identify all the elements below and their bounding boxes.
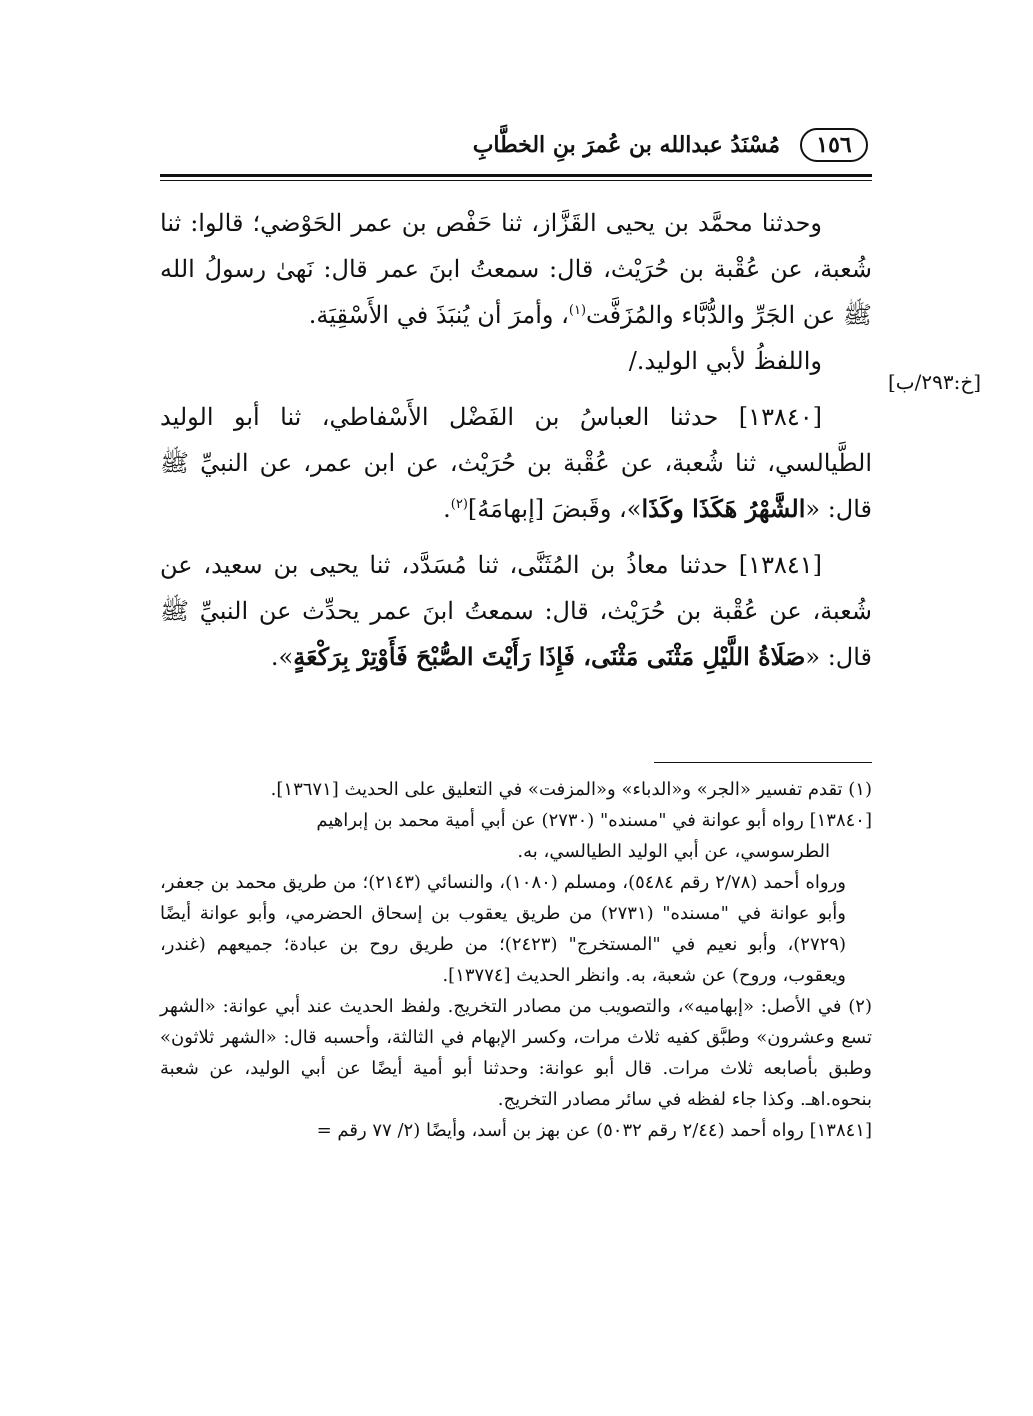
- paragraph-1-closing: واللفظُ لأبي الوليد./: [628, 347, 822, 375]
- hadith-13841: [160, 542, 872, 680]
- footnote-ref-2: (٢): [450, 497, 468, 512]
- hadith-13840-end: »، وقَبضَ [إبهامَهُ]: [467, 495, 642, 523]
- hadith-13840-isnad: [١٣٨٤٠] حدثنا العباسُ بن الفَضْل الأَسْفاطي، ثنا أبو الوليد الطَّيالسي، ثنا شُعبة، عن عُقْبة بن حُرَيْث، عن ابن عمر، عن النبيِّ ﷺ قال: «: [160, 403, 872, 523]
- running-title: مُسْنَدُ عبدالله بن عُمرَ بنِ الخطَّابِ: [472, 132, 780, 158]
- footnote-13840: [160, 805, 872, 991]
- footnote-13840-line1: [١٣٨٤٠] رواه أبو عوانة في "مسنده" (٢٧٣٠) عن أبي أمية محمد بن إبراهيم: [316, 810, 872, 831]
- footnote-13840-more: ورواه أحمد (٢/٧٨ رقم ٥٤٨٤)، ومسلم (١٠٨٠)، والنسائي (٢١٤٣)؛ من طريق محمد بن جعفر، وأبو عوانة في "مسنده" (٢٧٣١) من طريق يعقوب بن إسحاق الحضرمي، وأبو عوانة أيضًا (٢٧٢٩)، وأبو نعيم في "المستخرج" (٢٤٢٣)؛ من طريق روح بن عبادة؛ جميعهم (غندر، ويعقوب، وروح) عن شعبة، به. وانظر الحديث [١٣٧٧٤].: [160, 872, 846, 986]
- footnote-1: (١) تقدم تفسير «الجر» و«الدباء» و«المزفت» في التعليق على الحديث [١٣٦٧١].: [270, 779, 872, 800]
- paragraph-1-text: وحدثنا محمَّد بن يحيى القَزَّاز، ثنا حَفْص بن عمر الحَوْضي؛ قالوا: ثنا شُعبة، عن عُقْبة بن حُرَيْث، قال: سمعتُ ابنَ عمر قال: نَهىٰ رسولُ الله ﷺ عن الجَرِّ والدُّبَّاء والمُزَفَّت: [160, 209, 872, 329]
- paragraph-1: [160, 200, 872, 338]
- hadith-13841-end: ».: [270, 643, 294, 671]
- hadith-13840-matn: الشَّهْرُ هَكَذَا وكَذَا: [641, 494, 806, 523]
- page-number: ١٥٦: [800, 128, 868, 162]
- hadith-13841-matn: صَلَاةُ اللَّيْلِ مَثْنَى مَثْنَى، فَإِذَا رَأَيْتَ الصُّبْحَ فَأَوْتِرْ بِرَكْعَةٍ: [293, 642, 806, 671]
- footnote-13840-line2: الطرسوسي، عن أبي الوليد الطيالسي، به.: [517, 841, 830, 862]
- hadith-13840-dot: .: [443, 495, 451, 523]
- footnote-separator: [654, 762, 872, 763]
- hadith-13840: [160, 394, 872, 532]
- main-text: [160, 200, 872, 680]
- footnote-13841: [١٣٨٤١] رواه أحمد (٢/٤٤ رقم ٥٠٣٢) عن بهز بن أسد، وأيضًا (٢/ ٧٧ رقم =: [316, 1120, 872, 1141]
- footnotes: [160, 774, 872, 1146]
- header-rule-thick: [160, 174, 872, 177]
- footnote-ref-1: (١): [568, 303, 587, 318]
- manuscript-folio-note: [خ:٢٩٣/ب]: [888, 370, 982, 394]
- paragraph-1-end: ، وأمرَ أن يُنبَذَ في الأَسْقِيَة.: [308, 301, 569, 329]
- header-rule-thin: [160, 180, 872, 181]
- hadith-13841-isnad: [١٣٨٤١] حدثنا معاذُ بن المُثَنَّى، ثنا مُسَدَّد، ثنا يحيى بن سعيد، عن شُعبة، عن عُقْبة بن حُرَيْث، قال: سمعتُ ابنَ عمر يحدِّث عن النبيِّ ﷺ قال: «: [160, 551, 872, 671]
- page-header: [160, 120, 872, 176]
- footnote-2: (٢) في الأصل: «إبهاميه»، والتصويب من مصادر التخريج. ولفظ الحديث عند أبي عوانة: «الشهر تسع وعشرون» وطبَّق كفيه ثلاث مرات، وكسر الإبهام في الثالثة، وأحسبه قال: «الشهر ثلاثون» وطبق بأصابعه ثلاث مرات. قال أبو عوانة: وحدثنا أبو أمية أيضًا عن أبي الوليد، عن شعبة بنحوه.اهـ. وكذا جاء لفظه في سائر مصادر التخريج.: [160, 996, 872, 1110]
